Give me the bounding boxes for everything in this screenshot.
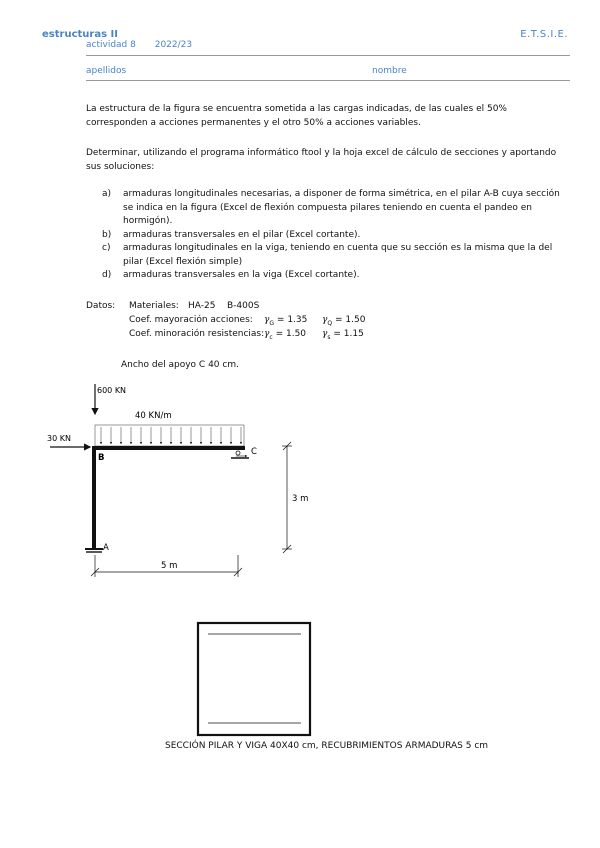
distributed-load-arrows bbox=[101, 427, 241, 444]
academic-year: 2022/23 bbox=[154, 40, 193, 50]
activity-number: actividad 8 bbox=[86, 40, 136, 50]
height-label: 3 m bbox=[292, 494, 309, 504]
form-rule bbox=[86, 80, 570, 81]
gamma-g: $\gamma_G = 1.35$ bbox=[264, 315, 308, 327]
action-factors-label: Coef. mayoración acciones: bbox=[129, 315, 253, 325]
section-outline bbox=[198, 623, 310, 735]
distributed-load-label: 40 KN/m bbox=[135, 411, 172, 421]
course-title: estructuras II bbox=[42, 29, 118, 40]
fixed-support-a bbox=[85, 549, 103, 552]
list-item: c) armaduras longitudinales en la viga, teniendo en cuenta que su sección es la misma que la del pilar (Excel flexión simple) bbox=[102, 243, 553, 267]
resistance-factors-label: Coef. minoración resistencias: bbox=[129, 329, 265, 339]
activity-line bbox=[86, 40, 208, 50]
section-caption: SECCIÓN PILAR Y VIGA 40X40 cm, RECUBRIMIENTOS ARMADURAS 5 cm bbox=[165, 741, 489, 751]
gamma-s: $\gamma_s = 1.15$ bbox=[322, 329, 364, 341]
gamma-c: $\gamma_c = 1.50$ bbox=[264, 329, 307, 341]
data-label: Datos: bbox=[86, 301, 116, 311]
task-list bbox=[102, 188, 572, 283]
header-rule bbox=[86, 55, 570, 56]
list-item: a) armaduras longitudinales necesarias, a disponer de forma simétrica, en el pilar A-B cuya sección se indica en la figura (Excel de flexión compuesta pilares teniendo en cuenta el pandeo en hormigón). bbox=[102, 189, 560, 226]
list-item: b) armaduras transversales en el pilar (Excel cortante). bbox=[102, 229, 361, 240]
height-dimension bbox=[282, 442, 292, 553]
structure-diagram bbox=[0, 378, 600, 578]
point-load-label: 600 KN bbox=[97, 386, 127, 395]
horizontal-load-label: 30 KN bbox=[47, 434, 71, 443]
span-label: 5 m bbox=[161, 561, 178, 571]
node-a-label: A bbox=[103, 543, 109, 553]
node-c-label: C bbox=[251, 447, 257, 457]
name-label: nombre bbox=[372, 66, 407, 76]
concrete-grade: HA-25 bbox=[188, 301, 216, 311]
school-name: E.T.S.I.E. bbox=[520, 29, 568, 40]
surname-label: apellidos bbox=[86, 66, 127, 76]
task-paragraph: Determinar, utilizando el programa informático ftool y la hoja excel de cálculo de secciones y aportando sus soluciones: bbox=[86, 148, 557, 172]
node-b-label: B bbox=[98, 453, 105, 463]
support-note: Ancho del apoyo C 40 cm. bbox=[121, 360, 239, 370]
cross-section bbox=[195, 620, 315, 740]
roller-support-c bbox=[231, 451, 249, 458]
intro-paragraph: La estructura de la figura se encuentra sometida a las cargas indicadas, de las cuales el 50% corresponden a acciones permanentes y el otro 50% a acciones variables. bbox=[86, 104, 507, 128]
materials-label: Materiales: bbox=[129, 301, 179, 311]
steel-grade: B-400S bbox=[227, 301, 260, 311]
list-item: d) armaduras transversales en la viga (Excel cortante). bbox=[102, 270, 360, 280]
gamma-q: $\gamma_Q = 1.50$ bbox=[322, 315, 366, 327]
distributed-load-box bbox=[95, 425, 244, 446]
